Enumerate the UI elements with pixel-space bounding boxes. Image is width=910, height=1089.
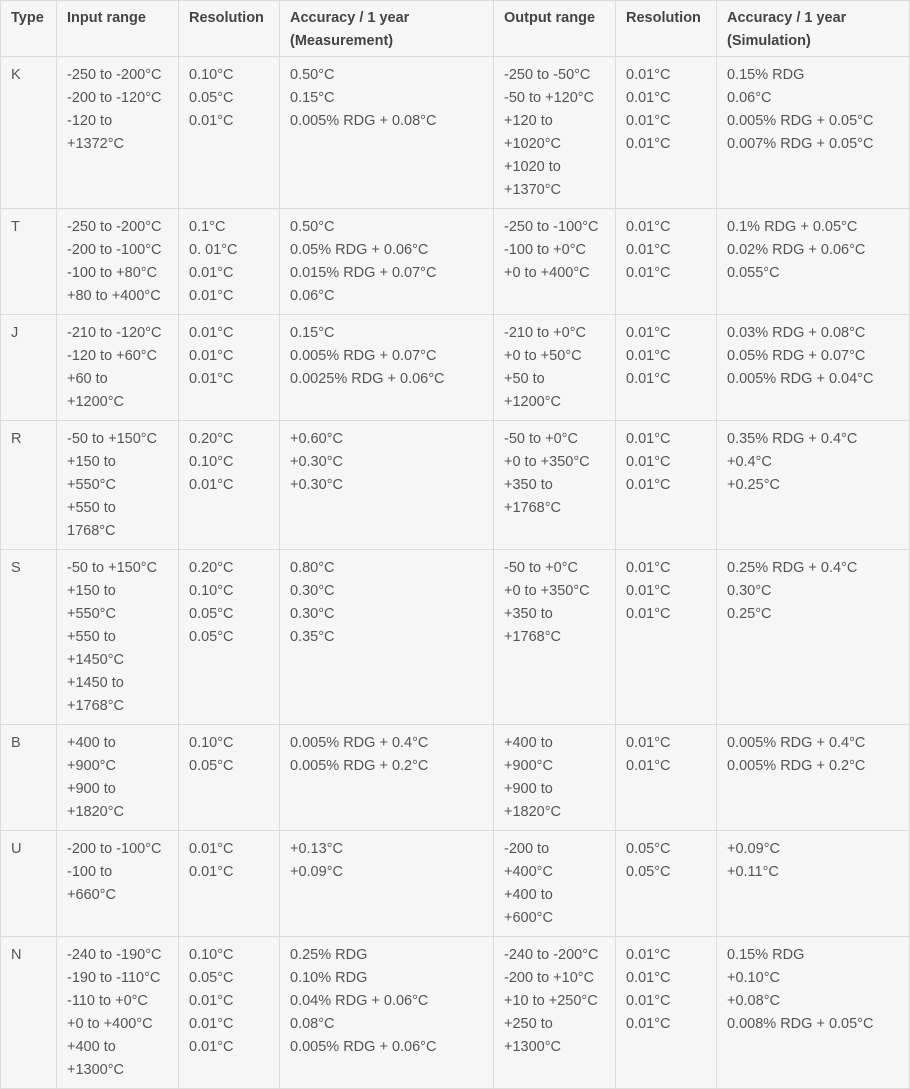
input-resolution-cell [179,209,280,315]
input-resolution-cell [179,937,280,1089]
cell-value: 0.30°C [290,606,335,622]
output-range-cell [494,725,616,831]
cell-value: 0.05°C [626,841,671,857]
cell-value: -250 to -200°C [67,67,162,83]
cell-value: +1200°C [67,394,124,410]
cell-value: 0.005% RDG + 0.07°C [290,348,437,364]
cell-value: 0.01°C [189,325,234,341]
input-resolution-cell [179,315,280,421]
output-resolution-cell [616,831,717,937]
output-resolution-cell [616,421,717,550]
cell-value: +0.09°C [727,841,780,857]
simulation-accuracy-cell [717,725,910,831]
cell-value: +1300°C [67,1062,124,1078]
header-type [1,1,57,57]
cell-value: -50 to +0°C [504,431,578,447]
cell-value: +0.60°C [290,431,343,447]
cell-value: 0.05°C [189,629,234,645]
header-measurement-accuracy [280,1,494,57]
cell-value: 0.01°C [626,477,671,493]
measurement-accuracy-cell [280,831,494,937]
input-range-cell [57,937,179,1089]
cell-value: -120 to +60°C [67,348,158,364]
cell-value: 0.05°C [189,606,234,622]
cell-value: +0 to +350°C [504,583,590,599]
cell-value: 0.10°C [189,67,234,83]
header-label: Accuracy / 1 year [290,10,410,26]
cell-value: 0.005% RDG + 0.04°C [727,371,874,387]
cell-value: 0.10°C [189,454,234,470]
cell-value: 0.01°C [189,265,234,281]
cell-value: S [11,560,21,576]
table-row [1,831,910,937]
measurement-accuracy-cell [280,725,494,831]
cell-value: 0.80°C [290,560,335,576]
output-range-cell [494,937,616,1089]
cell-value: +550°C [67,477,116,493]
output-range-cell [494,209,616,315]
cell-value: 0.01°C [189,113,234,129]
cell-value: +400°C [504,864,553,880]
cell-value: +0.08°C [727,993,780,1009]
output-resolution-cell [616,937,717,1089]
cell-value: +0.30°C [290,454,343,470]
cell-value: +1200°C [504,394,561,410]
cell-value: -50 to +150°C [67,560,158,576]
cell-value: +0.09°C [290,864,343,880]
cell-value: +0.11°C [727,864,779,880]
cell-value: B [11,735,21,751]
measurement-accuracy-cell [280,57,494,209]
cell-value: +150 to [67,454,116,470]
cell-value: -210 to +0°C [504,325,586,341]
cell-value: 0.50°C [290,219,335,235]
simulation-accuracy-cell [717,209,910,315]
cell-value: 0.01°C [626,371,671,387]
input-resolution-cell [179,831,280,937]
cell-value: 0.005% RDG + 0.4°C [727,735,866,751]
cell-value: 0.20°C [189,560,234,576]
measurement-accuracy-cell [280,550,494,725]
cell-value: -200 to -100°C [67,242,162,258]
cell-value: 0.30°C [727,583,772,599]
cell-value: 0.055°C [727,265,780,281]
cell-value: +1020 to [504,159,561,175]
cell-value: -120 to [67,113,113,129]
cell-value: +0.25°C [727,477,780,493]
input-resolution-cell [179,57,280,209]
cell-value: +400 to [67,1039,116,1055]
cell-value: J [11,325,19,341]
cell-value: 0.01°C [626,560,671,576]
cell-value: 0.03% RDG + 0.08°C [727,325,866,341]
table-body [1,57,910,1089]
cell-value: +1020°C [504,136,561,152]
cell-value: 0.01°C [189,1016,234,1032]
cell-value: +900°C [67,758,116,774]
cell-value: 0.005% RDG + 0.4°C [290,735,429,751]
cell-value: 0.01°C [626,325,671,341]
cell-value: +1820°C [504,804,561,820]
cell-value: +1370°C [504,182,561,198]
header-input-resolution [179,1,280,57]
table-row [1,209,910,315]
table-header-row [1,1,910,57]
input-range-cell [57,209,179,315]
cell-value: +1300°C [504,1039,561,1055]
cell-value: 0.15% RDG [727,947,805,963]
cell-value: N [11,947,22,963]
cell-value: +1820°C [67,804,124,820]
cell-value: 0.01°C [626,758,671,774]
input-resolution-cell [179,550,280,725]
header-output-range [494,1,616,57]
output-resolution-cell [616,315,717,421]
cell-value: 0.01°C [626,735,671,751]
cell-value: 0.02% RDG + 0.06°C [727,242,866,258]
header-label: Accuracy / 1 year [727,10,847,26]
simulation-accuracy-cell [717,831,910,937]
cell-value: +350 to [504,477,553,493]
input-range-cell [57,725,179,831]
cell-value: 0.05% RDG + 0.07°C [727,348,866,364]
cell-value: +0 to +400°C [504,265,590,281]
cell-value: 0.08°C [290,1016,335,1032]
cell-value: 0.05°C [189,90,234,106]
cell-value: +1768°C [67,698,124,714]
type-cell [1,315,57,421]
type-cell [1,421,57,550]
cell-value: 0.1°C [189,219,226,235]
cell-value: 0.25% RDG [290,947,368,963]
table-row [1,937,910,1089]
cell-value: 0.10°C [189,583,234,599]
cell-value: +1768°C [504,629,561,645]
cell-value: 0.04% RDG + 0.06°C [290,993,429,1009]
cell-value: 0.005% RDG + 0.08°C [290,113,437,129]
cell-value: +900 to [67,781,116,797]
cell-value: +350 to [504,606,553,622]
cell-value: 0.15% RDG [727,67,805,83]
cell-value: 0.005% RDG + 0.2°C [290,758,429,774]
input-range-cell [57,315,179,421]
header-input-range [57,1,179,57]
cell-value: -200 to [504,841,550,857]
output-range-cell [494,57,616,209]
cell-value: 0.015% RDG + 0.07°C [290,265,437,281]
cell-value: 0.01°C [189,371,234,387]
cell-value: -190 to -110°C [67,970,161,986]
cell-value: +0.10°C [727,970,780,986]
cell-value: -250 to -50°C [504,67,591,83]
header-label: (Measurement) [290,33,394,49]
simulation-accuracy-cell [717,421,910,550]
table-row [1,315,910,421]
cell-value: 0.01°C [626,970,671,986]
cell-value: -240 to -200°C [504,947,599,963]
cell-value: 0.10°C [189,947,234,963]
cell-value: T [11,219,20,235]
table-row [1,421,910,550]
cell-value: +1450 to [67,675,124,691]
cell-value: +550 to [67,629,116,645]
cell-value: 0.30°C [290,583,335,599]
output-range-cell [494,421,616,550]
cell-value: -110 to +0°C [67,993,148,1009]
cell-value: 0.01°C [626,242,671,258]
output-resolution-cell [616,57,717,209]
cell-value: 0. 01°C [189,242,238,258]
cell-value: 0.01°C [626,1016,671,1032]
measurement-accuracy-cell [280,209,494,315]
cell-value: 0.005% RDG + 0.05°C [727,113,874,129]
cell-value: -100 to [67,864,113,880]
cell-value: 0.15°C [290,325,335,341]
type-cell [1,937,57,1089]
cell-value: 0.005% RDG + 0.2°C [727,758,866,774]
cell-value: +50 to [504,371,545,387]
cell-value: 0.01°C [189,1039,234,1055]
measurement-accuracy-cell [280,421,494,550]
cell-value: +150 to [67,583,116,599]
cell-value: 1768°C [67,523,116,539]
simulation-accuracy-cell [717,315,910,421]
cell-value: +0.30°C [290,477,343,493]
cell-value: 0.25°C [727,606,772,622]
cell-value: +550°C [67,606,116,622]
cell-value: 0.01°C [626,993,671,1009]
cell-value: 0.1% RDG + 0.05°C [727,219,858,235]
cell-value: +1768°C [504,500,561,516]
cell-value: -210 to -120°C [67,325,162,341]
output-range-cell [494,831,616,937]
output-resolution-cell [616,550,717,725]
header-output-resolution [616,1,717,57]
table-row [1,57,910,209]
cell-value: 0.06°C [727,90,772,106]
cell-value: 0.01°C [626,583,671,599]
cell-value: 0.35% RDG + 0.4°C [727,431,858,447]
cell-value: 0.10°C [189,735,234,751]
output-resolution-cell [616,725,717,831]
type-cell [1,209,57,315]
cell-value: +660°C [67,887,116,903]
cell-value: -200 to -120°C [67,90,162,106]
cell-value: +400 to [504,887,553,903]
cell-value: +10 to +250°C [504,993,598,1009]
header-label: Resolution [189,10,264,26]
cell-value: +600°C [504,910,553,926]
header-label: Output range [504,10,596,26]
cell-value: -250 to -100°C [504,219,599,235]
cell-value: +0 to +350°C [504,454,590,470]
cell-value: -50 to +120°C [504,90,595,106]
cell-value: 0.01°C [189,477,234,493]
table-row [1,725,910,831]
measurement-accuracy-cell [280,937,494,1089]
type-cell [1,725,57,831]
type-cell [1,831,57,937]
cell-value: 0.20°C [189,431,234,447]
input-resolution-cell [179,421,280,550]
output-resolution-cell [616,209,717,315]
cell-value: +250 to [504,1016,553,1032]
input-range-cell [57,550,179,725]
cell-value: +900°C [504,758,553,774]
simulation-accuracy-cell [717,937,910,1089]
cell-value: +80 to +400°C [67,288,161,304]
cell-value: 0.01°C [626,67,671,83]
cell-value: +1450°C [67,652,124,668]
cell-value: 0.15°C [290,90,335,106]
cell-value: -200 to +10°C [504,970,595,986]
cell-value: K [11,67,21,83]
cell-value: +0 to +50°C [504,348,582,364]
cell-value: 0.01°C [626,454,671,470]
cell-value: 0.01°C [626,219,671,235]
cell-value: +550 to [67,500,116,516]
header-label: Resolution [626,10,701,26]
cell-value: 0.01°C [626,947,671,963]
cell-value: 0.0025% RDG + 0.06°C [290,371,445,387]
cell-value: 0.01°C [626,90,671,106]
output-range-cell [494,550,616,725]
cell-value: 0.10% RDG [290,970,368,986]
cell-value: 0.06°C [290,288,335,304]
cell-value: 0.01°C [189,348,234,364]
cell-value: 0.50°C [290,67,335,83]
input-range-cell [57,57,179,209]
cell-value: 0.05°C [189,758,234,774]
cell-value: 0.25% RDG + 0.4°C [727,560,858,576]
cell-value: 0.05% RDG + 0.06°C [290,242,429,258]
cell-value: -200 to -100°C [67,841,162,857]
cell-value: 0.01°C [626,348,671,364]
cell-value: 0.01°C [626,606,671,622]
cell-value: R [11,431,22,447]
cell-value: -100 to +0°C [504,242,586,258]
cell-value: 0.01°C [189,993,234,1009]
type-cell [1,57,57,209]
input-range-cell [57,831,179,937]
simulation-accuracy-cell [717,550,910,725]
cell-value: 0.35°C [290,629,335,645]
cell-value: 0.01°C [626,265,671,281]
input-resolution-cell [179,725,280,831]
type-cell [1,550,57,725]
cell-value: 0.01°C [626,113,671,129]
cell-value: 0.05°C [626,864,671,880]
cell-value: +0 to +400°C [67,1016,153,1032]
cell-value: +1372°C [67,136,124,152]
cell-value: -250 to -200°C [67,219,162,235]
simulation-accuracy-cell [717,57,910,209]
cell-value: +400 to [504,735,553,751]
cell-value: -100 to +80°C [67,265,158,281]
cell-value: U [11,841,22,857]
cell-value: +120 to [504,113,553,129]
cell-value: 0.005% RDG + 0.06°C [290,1039,437,1055]
cell-value: 0.01°C [189,864,234,880]
cell-value: 0.01°C [626,136,671,152]
output-range-cell [494,315,616,421]
cell-value: -240 to -190°C [67,947,162,963]
cell-value: -50 to +150°C [67,431,158,447]
header-label: Type [11,10,44,26]
input-range-cell [57,421,179,550]
cell-value: 0.01°C [626,431,671,447]
cell-value: -50 to +0°C [504,560,578,576]
header-simulation-accuracy [717,1,910,57]
cell-value: +0.13°C [290,841,343,857]
measurement-accuracy-cell [280,315,494,421]
cell-value: 0.01°C [189,288,234,304]
cell-value: +60 to [67,371,108,387]
cell-value: +0.4°C [727,454,772,470]
header-label: (Simulation) [727,33,811,49]
cell-value: 0.007% RDG + 0.05°C [727,136,874,152]
cell-value: +900 to [504,781,553,797]
header-label: Input range [67,10,146,26]
cell-value: +400 to [67,735,116,751]
cell-value: 0.01°C [189,841,234,857]
cell-value: 0.008% RDG + 0.05°C [727,1016,874,1032]
cell-value: 0.05°C [189,970,234,986]
table-row [1,550,910,725]
